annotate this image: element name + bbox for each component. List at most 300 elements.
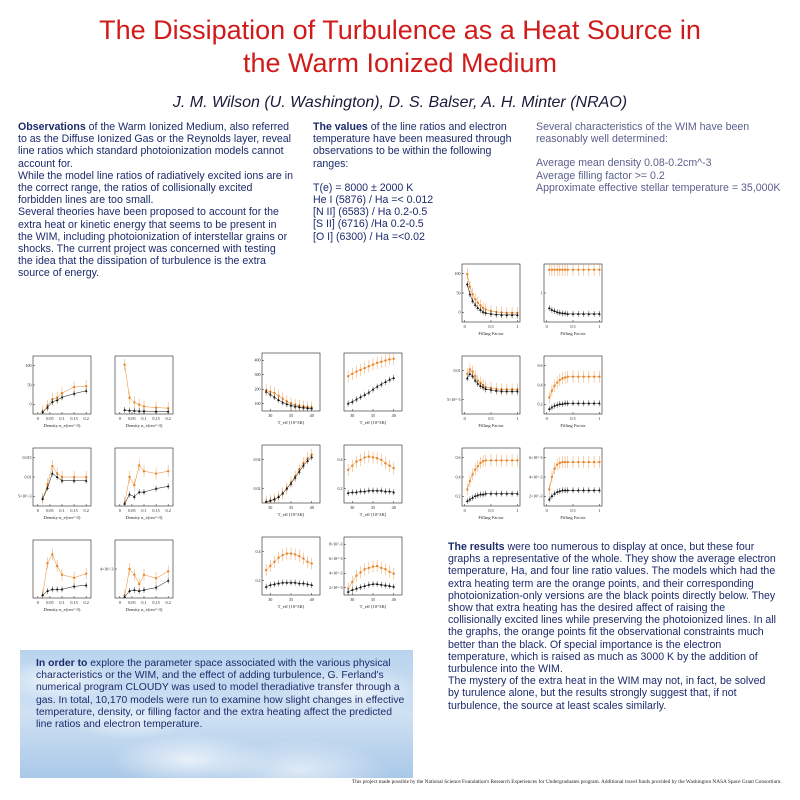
data-point-orange — [368, 365, 370, 367]
series-line-orange — [125, 569, 169, 596]
data-point-orange — [469, 368, 471, 370]
y-tick-label: 100 — [454, 270, 461, 276]
results-lead: The results — [448, 541, 505, 553]
poster-title-line1: The Dissipation of Turbulence as a Heat Source in — [99, 15, 701, 45]
plot-filling-sii — [530, 352, 608, 432]
series-line-orange — [549, 462, 599, 489]
x-tick-label: 40 — [391, 505, 396, 510]
y-tick-label: 0.2 — [337, 485, 343, 491]
data-point-black — [138, 491, 141, 494]
data-point-orange — [474, 298, 476, 300]
data-point-orange — [548, 488, 550, 490]
x-tick-label: 0.2 — [83, 508, 89, 513]
range-item: He I (5876) / Ha =< 0.012 — [313, 194, 434, 207]
observations-lead: Observations — [18, 121, 86, 133]
data-point-orange — [133, 574, 135, 576]
plot-temperature-oi — [330, 533, 408, 613]
data-point-orange — [479, 462, 481, 464]
x-tick-label: 0.1 — [59, 600, 65, 605]
data-point-black — [466, 283, 469, 286]
x-tick-label: 0.2 — [165, 600, 171, 605]
chart-svg — [19, 352, 97, 432]
series-line-orange — [125, 365, 169, 409]
wim-characteristics — [536, 121, 796, 194]
x-tick-label: 0 — [36, 508, 39, 513]
y-tick-label: 0.01 — [453, 367, 461, 373]
y-tick-label: 0.2 — [455, 493, 461, 499]
data-point-orange — [556, 269, 558, 271]
chart-svg — [101, 352, 179, 432]
data-point-black — [587, 489, 590, 492]
data-point-orange — [85, 572, 87, 574]
plot-filling-te — [530, 260, 608, 340]
chart-svg — [448, 260, 526, 340]
data-point-black — [469, 498, 472, 501]
values-text: of the line ratios and electron temperature have been measured through observations to be within the following ranges: — [313, 121, 512, 170]
data-point-orange — [474, 468, 476, 470]
data-point-black — [598, 489, 601, 492]
data-point-orange — [282, 554, 284, 556]
data-point-orange — [143, 470, 145, 472]
data-point-black — [582, 489, 585, 492]
y-tick-label: 0.6 — [455, 454, 461, 460]
data-point-orange — [155, 472, 157, 474]
data-point-orange — [73, 577, 75, 579]
data-point-orange — [61, 392, 63, 394]
data-point-black — [359, 490, 362, 493]
data-point-orange — [561, 461, 563, 463]
data-point-orange — [269, 565, 271, 567]
data-point-black — [469, 372, 472, 375]
data-point-orange — [277, 395, 279, 397]
data-point-orange — [359, 571, 361, 573]
y-tick-label: 5×10^-3 — [447, 396, 461, 402]
plot-density-ha — [19, 352, 97, 432]
data-point-black — [285, 581, 288, 584]
x-axis-label: Filling Factor — [478, 515, 504, 520]
x-tick-label: 0.15 — [152, 508, 160, 513]
x-axis-label: Density n_e(cm^-3) — [125, 423, 163, 428]
series-line-black — [266, 583, 312, 587]
y-tick-label: 0 — [29, 401, 32, 407]
data-point-black — [561, 489, 564, 492]
chart-svg — [330, 533, 408, 613]
chart-svg — [101, 444, 179, 524]
data-point-orange — [372, 456, 374, 458]
data-point-black — [593, 489, 596, 492]
x-tick-label: 0 — [463, 508, 466, 513]
observations-section — [18, 121, 293, 280]
plot-filling-nii — [448, 444, 526, 524]
data-point-orange — [51, 465, 53, 467]
data-point-orange — [273, 392, 275, 394]
data-point-orange — [500, 459, 502, 461]
series-line-orange — [43, 555, 86, 596]
range-item: [O I] (6300) / Ha =<0.02 — [313, 230, 425, 243]
data-point-orange — [138, 464, 140, 466]
data-point-orange — [128, 568, 130, 570]
y-tick-label: 6×10^-3 — [329, 556, 343, 562]
data-point-orange — [306, 561, 308, 563]
data-point-orange — [588, 269, 590, 271]
y-tick-label: 100 — [254, 401, 261, 407]
data-point-black — [351, 400, 354, 403]
cloudy-lead: In order to — [36, 658, 88, 669]
y-tick-label: 0.015 — [22, 454, 32, 460]
data-point-orange — [466, 273, 468, 275]
chart-svg — [330, 349, 408, 429]
x-axis-label: Filling Factor — [560, 423, 586, 428]
authors: J. M. Wilson (U. Washington), D. S. Balser, A. H. Minter (NRAO) — [172, 94, 628, 111]
x-axis-label: Density n_e(cm^-3) — [125, 515, 163, 520]
x-tick-label: 40 — [309, 413, 314, 418]
x-tick-label: 40 — [309, 505, 314, 510]
data-point-orange — [482, 460, 484, 462]
data-point-orange — [384, 359, 386, 361]
results-text1: were too numerous to display at once, but these four graphs a representative of the whole. They show the average electron temperature, Ha, and four line ratio values. The models which had the extra heating term are the orange points, and their corresponding photoionization-only versions are the black points directly below. They show that extra heating has the desired affect of raising the collisionally excited lines while preserving the photoionized lines. In all the graphs, the orange points fit the observational constraints much better than the black. Of special importance is the electron temperature, which is raised as much as 3000 K by the addition of turbulence into the WIM. — [448, 541, 776, 676]
data-point-black — [553, 492, 556, 495]
y-tick-label: 0.2 — [537, 401, 543, 407]
data-point-black — [548, 307, 551, 310]
plot-density-oi — [101, 536, 179, 616]
data-point-black — [577, 312, 580, 315]
series-line-black — [348, 491, 394, 494]
data-point-black — [548, 408, 551, 411]
data-point-black — [558, 403, 561, 406]
series-line-orange — [125, 465, 169, 503]
data-point-orange — [553, 385, 555, 387]
data-point-orange — [61, 574, 63, 576]
data-point-orange — [143, 405, 145, 407]
data-point-orange — [277, 557, 279, 559]
data-point-black — [500, 492, 503, 495]
x-tick-label: 0.05 — [128, 600, 136, 605]
y-tick-label: 4×10^-3 — [329, 570, 343, 576]
x-axis-label: Density n_e(cm^-3) — [43, 423, 81, 428]
x-tick-label: 0.15 — [70, 508, 78, 513]
x-tick-label: 0 — [545, 324, 548, 329]
series-line-black — [467, 494, 517, 501]
plot-filling-ha — [448, 260, 526, 340]
data-point-orange — [490, 459, 492, 461]
x-tick-label: 0 — [118, 508, 121, 513]
plot-density-sii — [101, 444, 179, 524]
x-tick-label: 35 — [288, 413, 294, 418]
data-point-black — [469, 293, 472, 296]
data-point-orange — [577, 461, 579, 463]
data-point-orange — [388, 465, 390, 467]
data-point-orange — [388, 358, 390, 360]
y-tick-label: 0.6 — [537, 362, 543, 368]
plot-temperature-sii — [330, 441, 408, 521]
data-point-orange — [388, 571, 390, 573]
data-point-orange — [380, 361, 382, 363]
data-point-black — [388, 490, 391, 493]
data-point-orange — [564, 461, 566, 463]
data-point-orange — [474, 375, 476, 377]
x-axis-label: Density n_e(cm^-3) — [43, 607, 81, 612]
x-tick-label: 1 — [516, 324, 519, 329]
x-tick-label: 0.5 — [488, 508, 494, 513]
x-axis-label: Filling Factor — [560, 515, 586, 520]
data-point-black — [167, 410, 170, 413]
data-point-orange — [167, 470, 169, 472]
data-point-orange — [51, 553, 53, 555]
chart-svg — [530, 444, 608, 524]
data-point-black — [593, 312, 596, 315]
x-axis-label: Density n_e(cm^-3) — [43, 515, 81, 520]
values-lead: The values — [313, 121, 368, 133]
data-point-orange — [384, 568, 386, 570]
values-section — [313, 121, 528, 243]
y-tick-label: 50 — [27, 382, 32, 388]
data-point-orange — [298, 555, 300, 557]
x-tick-label: 0.15 — [152, 416, 160, 421]
series-line-orange — [467, 460, 517, 489]
y-tick-label: 5×10^-3 — [18, 493, 32, 499]
data-point-black — [51, 588, 54, 591]
data-point-orange — [364, 367, 366, 369]
x-tick-label: 0 — [36, 416, 39, 421]
x-tick-label: 0.5 — [570, 508, 576, 513]
cloudy-text-block — [36, 658, 406, 731]
data-point-orange — [355, 370, 357, 372]
data-point-orange — [516, 459, 518, 461]
data-point-black — [56, 588, 59, 591]
x-tick-label: 0.1 — [141, 416, 147, 421]
series-line-black — [43, 585, 86, 595]
data-point-orange — [482, 307, 484, 309]
data-point-orange — [282, 397, 284, 399]
data-point-black — [281, 401, 284, 404]
data-point-black — [471, 496, 474, 499]
chart-svg — [101, 536, 179, 616]
data-point-orange — [548, 269, 550, 271]
wim-list — [536, 157, 796, 194]
data-point-orange — [351, 373, 353, 375]
data-point-black — [566, 489, 569, 492]
data-point-orange — [471, 370, 473, 372]
data-point-orange — [551, 269, 553, 271]
series-line-orange — [348, 457, 394, 470]
data-point-orange — [582, 461, 584, 463]
y-tick-label: 0.01 — [24, 474, 32, 480]
data-point-orange — [479, 304, 481, 306]
y-tick-label: 8×10^-3 — [329, 541, 343, 547]
data-point-orange — [495, 459, 497, 461]
x-tick-label: 0.1 — [59, 416, 65, 421]
data-point-black — [123, 408, 126, 411]
data-point-black — [511, 492, 514, 495]
data-point-orange — [265, 569, 267, 571]
data-point-orange — [128, 397, 130, 399]
x-tick-label: 0.2 — [165, 508, 171, 513]
data-point-orange — [559, 269, 561, 271]
data-point-black — [484, 492, 487, 495]
plot-temperature-nii — [248, 533, 326, 613]
chart-svg — [19, 536, 97, 616]
data-point-orange — [56, 565, 58, 567]
chart-svg — [530, 260, 608, 340]
data-point-black — [572, 312, 575, 315]
data-point-orange — [511, 459, 513, 461]
data-point-orange — [73, 386, 75, 388]
data-point-orange — [588, 376, 590, 378]
x-axis-label: T_eff [10^3K] — [277, 512, 305, 517]
x-tick-label: 35 — [288, 597, 294, 602]
wim-item: Approximate effective stellar temperature = 35,000K — [536, 181, 781, 194]
plot-density-nii — [19, 536, 97, 616]
data-point-orange — [380, 567, 382, 569]
data-point-black — [290, 581, 293, 584]
data-point-black — [495, 492, 498, 495]
data-point-orange — [138, 404, 140, 406]
data-point-black — [384, 381, 387, 384]
data-point-black — [85, 584, 88, 587]
data-point-orange — [143, 574, 145, 576]
data-point-orange — [469, 480, 471, 482]
series-line-orange — [467, 274, 517, 313]
data-point-orange — [368, 567, 370, 569]
range-item: [S II] (6716) /Ha 0.2-0.5 — [313, 218, 424, 231]
data-point-orange — [598, 461, 600, 463]
x-tick-label: 0 — [545, 416, 548, 421]
data-point-black — [85, 389, 88, 392]
data-point-orange — [559, 379, 561, 381]
data-point-black — [51, 472, 54, 475]
data-point-orange — [477, 465, 479, 467]
data-point-orange — [561, 377, 563, 379]
data-point-orange — [506, 459, 508, 461]
data-point-orange — [85, 385, 87, 387]
data-point-orange — [553, 269, 555, 271]
data-point-orange — [577, 376, 579, 378]
x-tick-label: 0.5 — [570, 416, 576, 421]
data-point-orange — [294, 553, 296, 555]
data-point-black — [466, 377, 469, 380]
x-axis-label: T_eff [10^3K] — [359, 420, 387, 425]
data-point-orange — [359, 459, 361, 461]
x-tick-label: 0.2 — [83, 416, 89, 421]
y-tick-label: 0.4 — [537, 382, 543, 388]
series-line-black — [348, 378, 394, 404]
data-point-orange — [364, 568, 366, 570]
data-point-black — [277, 398, 280, 401]
x-tick-label: 0.15 — [152, 600, 160, 605]
data-point-orange — [302, 557, 304, 559]
x-axis-label: Filling Factor — [478, 331, 504, 336]
data-point-black — [551, 406, 554, 409]
data-point-orange — [351, 465, 353, 467]
x-tick-label: 0 — [463, 324, 466, 329]
data-point-black — [582, 312, 585, 315]
x-tick-label: 35 — [288, 505, 294, 510]
data-point-orange — [559, 462, 561, 464]
data-point-black — [376, 385, 379, 388]
plot-temperature-ha — [248, 349, 326, 429]
data-point-orange — [593, 376, 595, 378]
data-point-orange — [376, 457, 378, 459]
x-tick-label: 40 — [391, 597, 396, 602]
data-point-black — [167, 485, 170, 488]
x-tick-label: 0.1 — [141, 600, 147, 605]
x-tick-label: 0.2 — [165, 416, 171, 421]
data-point-black — [133, 588, 136, 591]
footer-acknowledgement: This project made possible by the National Science Foundation's Research Experiences for Undergraduates program. Additional travel funds provided by the Washington NASA Space Grant Consortium. — [352, 779, 782, 785]
data-point-black — [392, 376, 395, 379]
data-point-orange — [471, 473, 473, 475]
y-tick-label: 6×10^-3 — [529, 454, 543, 460]
series-line-orange — [348, 359, 394, 376]
series-line-black — [125, 410, 169, 412]
data-point-orange — [359, 369, 361, 371]
series-line-black — [125, 581, 169, 597]
data-point-orange — [548, 396, 550, 398]
data-point-orange — [551, 390, 553, 392]
data-point-black — [281, 581, 284, 584]
data-point-orange — [372, 565, 374, 567]
y-tick-label: 0.2 — [255, 577, 261, 583]
wim-item: Average mean density 0.08-0.2cm^-3 — [536, 157, 712, 170]
x-axis-label: T_eff [10^3K] — [359, 512, 387, 517]
data-point-orange — [593, 461, 595, 463]
y-tick-label: 100 — [25, 362, 32, 368]
data-point-black — [367, 489, 370, 492]
x-tick-label: 35 — [370, 505, 376, 510]
data-point-orange — [351, 581, 353, 583]
wim-item: Average filling factor >= 0.2 — [536, 169, 665, 182]
data-point-orange — [384, 462, 386, 464]
x-tick-label: 0 — [118, 416, 121, 421]
x-tick-label: 30 — [350, 505, 355, 510]
x-tick-label: 0 — [118, 600, 121, 605]
data-point-orange — [376, 565, 378, 567]
plot-temperature-te — [330, 349, 408, 429]
data-point-black — [505, 492, 508, 495]
data-point-orange — [485, 459, 487, 461]
x-tick-label: 0.15 — [70, 416, 78, 421]
x-tick-label: 0 — [36, 600, 39, 605]
data-point-orange — [561, 269, 563, 271]
results-text2: The mystery of the extra heat in the WIM may not, in fact, be solved by turulence alone, but the results strongly suggest that, if not turbulence, the source at least scales similarly. — [448, 675, 766, 712]
x-tick-label: 0.1 — [141, 508, 147, 513]
x-tick-label: 40 — [309, 597, 314, 602]
data-point-orange — [553, 468, 555, 470]
x-axis-label: T_eff [10^3K] — [359, 604, 387, 609]
data-point-black — [56, 476, 59, 479]
x-axis-label: T_eff [10^3K] — [277, 604, 305, 609]
results-section — [448, 541, 778, 712]
data-point-black — [598, 312, 601, 315]
data-point-orange — [466, 488, 468, 490]
data-point-orange — [46, 562, 48, 564]
y-tick-label: 0.4 — [337, 456, 343, 462]
data-point-black — [372, 388, 375, 391]
chart-svg — [248, 533, 326, 613]
data-point-orange — [380, 459, 382, 461]
data-point-orange — [128, 476, 130, 478]
data-point-orange — [138, 583, 140, 585]
data-point-orange — [471, 293, 473, 295]
chart-svg — [530, 352, 608, 432]
x-tick-label: 0.05 — [46, 600, 54, 605]
y-tick-label: 50 — [456, 290, 461, 296]
data-point-orange — [355, 460, 357, 462]
data-point-orange — [551, 476, 553, 478]
data-point-black — [380, 383, 383, 386]
y-tick-label: 1 — [540, 290, 543, 296]
y-tick-label: 0.04 — [253, 456, 261, 462]
